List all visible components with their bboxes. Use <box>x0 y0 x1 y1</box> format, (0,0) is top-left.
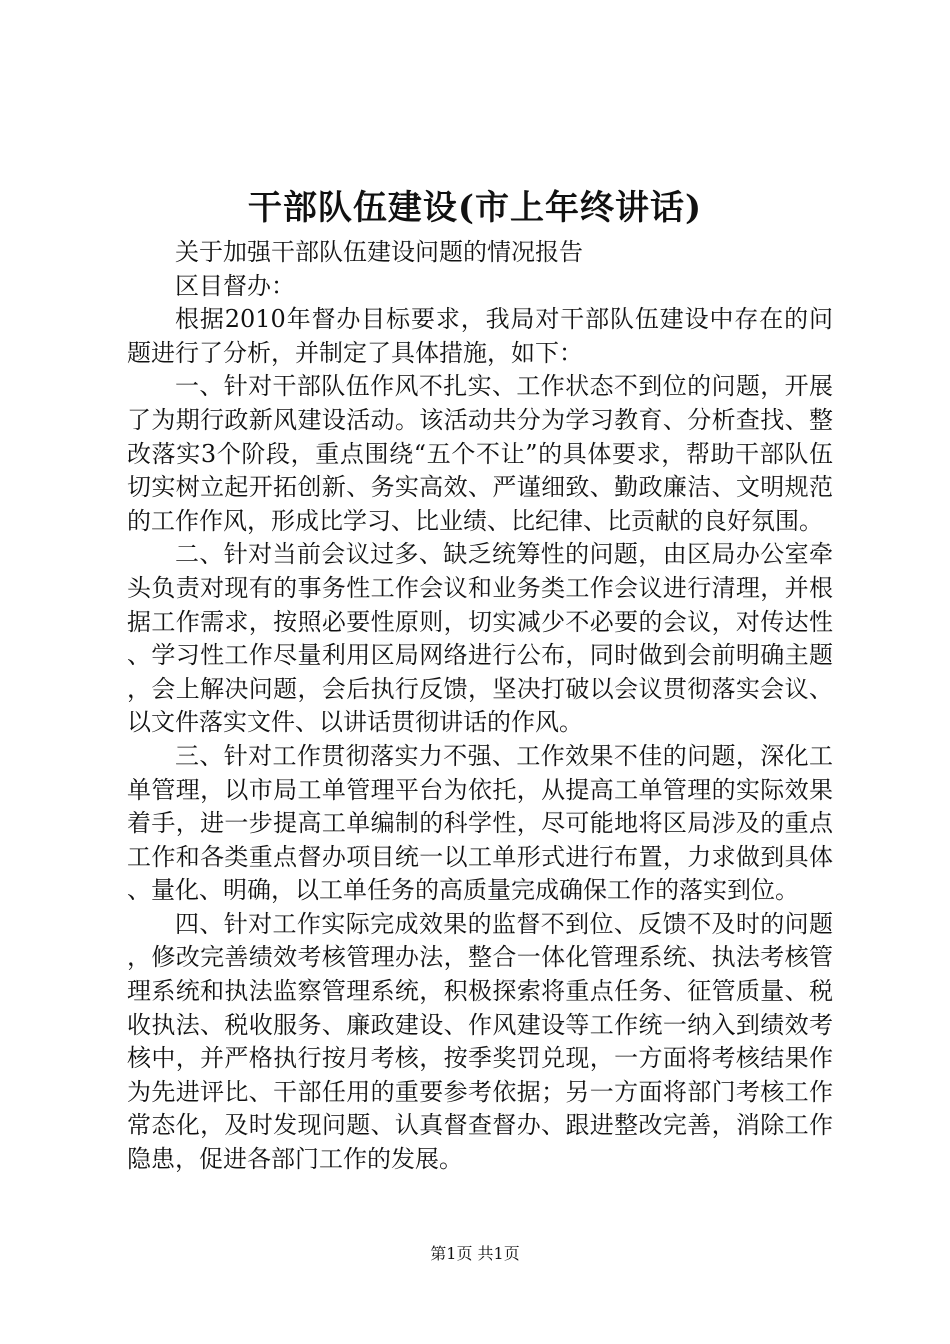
section-four-paragraph: 四、针对工作实际完成效果的监督不到位、反馈不及时的问题，修改完善绩效考核管理办法，整合一体化管理系统、执法考核管理系统和执法监察管理系统，积极探索将重点任务、征管质量、税收执法、税收服务、廉政建设、作风建设等工作统一纳入到绩效考核中，并严格执行按月考核，按季奖罚兑现，一方面将考核结果作为先进评比、干部任用的重要参考依据；另一方面将部门考核工作常态化，及时发现问题、认真督查督办、跟进整改完善，消除工作隐患，促进各部门工作的发展。 <box>127 909 833 1174</box>
recipient-line: 区目督办： <box>175 271 295 300</box>
report-subtitle: 关于加强干部队伍建设问题的情况报告 <box>175 238 583 266</box>
document-title: 干部队伍建设(市上年终讲话) <box>247 188 703 228</box>
section-two-paragraph: 二、针对当前会议过多、缺乏统筹性的问题，由区局办公室牵头负责对现有的事务性工作会议和业务类工作会议进行清理，并根据工作需求，按照必要性原则，切实减少不必要的会议，对传达性、学习性工作尽量利用区局网络进行公布，同时做到会前明确主题，会上解决问题，会后执行反馈，坚决打破以会议贯彻落实会议、以文件落实文件、以讲话贯彻讲话的作风。 <box>127 540 833 737</box>
intro-paragraph: 根据2010年督办目标要求，我局对干部队伍建设中存在的问题进行了分析，并制定了具体措施，如下： <box>127 305 833 367</box>
section-three-paragraph: 三、针对工作贯彻落实力不强、工作效果不佳的问题，深化工单管理，以市局工单管理平台为依托，从提高工单管理的实际效果着手，进一步提高工单编制的科学性，尽可能地将区局涉及的重点工作和各类重点督办项目统一以工单形式进行布置，力求做到具体、量化、明确，以工单任务的高质量完成确保工作的落实到位。 <box>127 741 833 905</box>
document-body <box>127 236 833 1177</box>
section-one-paragraph: 一、针对干部队伍作风不扎实、工作状态不到位的问题，开展了为期行政新风建设活动。该活动共分为学习教育、分析查找、整改落实3个阶段，重点围绕“五个不让”的具体要求，帮助干部队伍切实树立起开拓创新、务实高效、严谨细致、勤政廉洁、文明规范的工作作风，形成比学习、比业绩、比纪律、比贡献的良好氛围。 <box>127 372 833 535</box>
page-number-footer: 第1页 共1页 <box>430 1244 520 1263</box>
